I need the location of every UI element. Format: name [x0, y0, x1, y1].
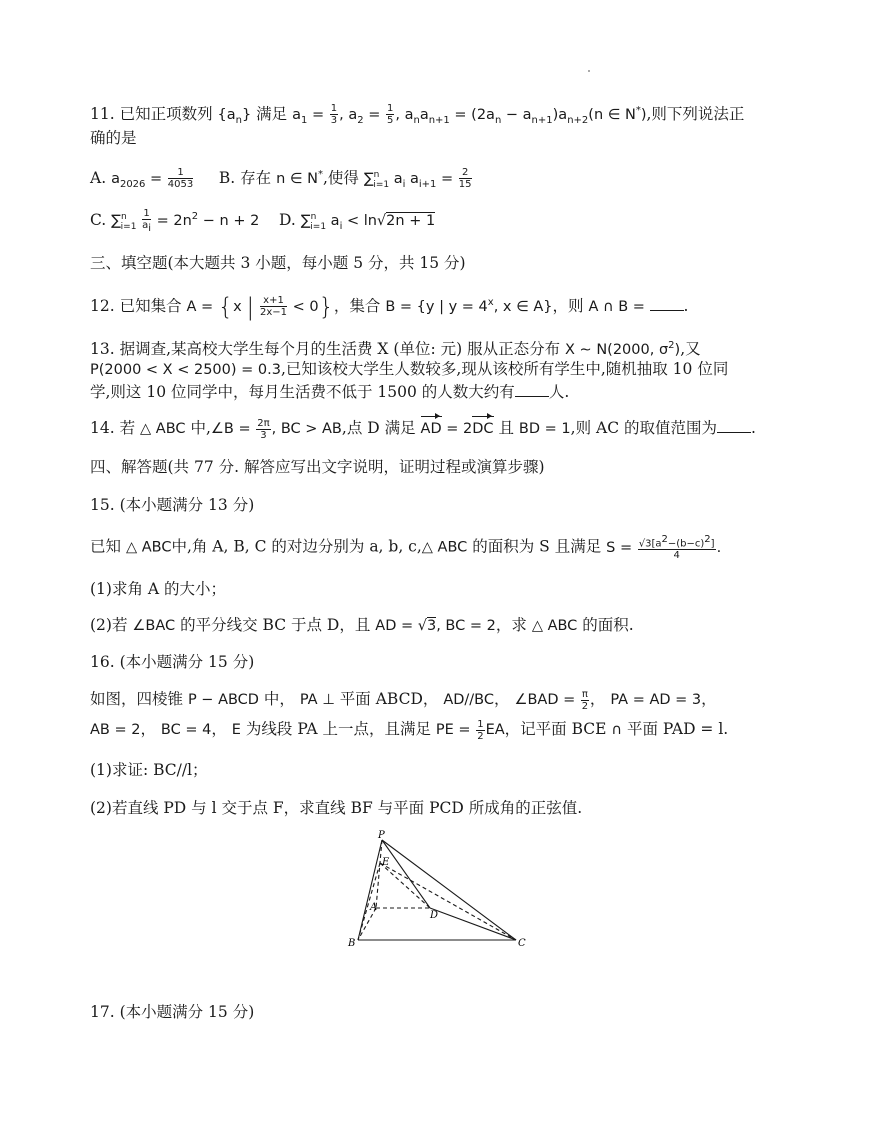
- q11-text: ,则下列说法正: [646, 104, 745, 123]
- q16-text: ，: [140, 720, 156, 738]
- q14-text: .: [750, 419, 756, 437]
- q14: 14. 若 △ ABC 中,∠B = $\frac{2\pi}{3}$ , BC > AB,点 D 满足 AD = 2DC 且 BD = 1,则 AC 的取值范围为 .: [90, 417, 756, 441]
- q11-text: ,使得: [322, 168, 359, 187]
- q11-text: 满足: [256, 104, 288, 123]
- q15-text: 的面积.: [582, 616, 634, 634]
- q13-text: ,已知该校大学生人数较多,现从该校所有学生中,随机抽取 10 位同: [280, 360, 729, 378]
- q16-text: ，: [494, 690, 510, 708]
- q13-line3: [90, 381, 569, 403]
- edge-PC: [382, 840, 516, 940]
- q12: 12. 已知集合 A = {x | $\frac{x+1}{2x-1}$ < 0}，集合 B = {y | $y = 4^x$, x ∈ A}，则 A ∩ B = .: [90, 292, 689, 321]
- q15-text: 中,角 A, B, C 的对边分别为 a, b, c,: [171, 537, 422, 556]
- edge-DC: [430, 908, 516, 940]
- label-C: C: [518, 938, 526, 949]
- section-4-heading: 四、解答题(共 77 分. 解答应写出文字说明，证明过程或演算步骤): [90, 458, 545, 476]
- q15-stem: 已知 △ ABC中,角 A, B, C 的对边分别为 a, b, c,△ ABC 的面积为 S 且满足 S = $\frac{√3[a^2-(b-c)^2]}{4}$ .: [90, 534, 722, 562]
- q15-part1: (1)求角 A 的大小；: [90, 580, 227, 598]
- q12-text: 12. 已知集合: [90, 296, 182, 315]
- edge-PD: [382, 840, 430, 908]
- q16-text: ，: [589, 690, 606, 708]
- q11-option-b: B. 存在: [218, 168, 272, 187]
- q11-line1: 11. 已知正项数列 $\{a_n\}$ 满足 $a_1$ = $\frac{1}{3}$ , $a_2$ = $\frac{1}{5}$ , $a_na_{n+1} = (2a_n - a_{n+1})a_{n+2}(n$ ∈ N*),则下列说法正: [90, 103, 745, 127]
- q15-text: ，求: [495, 616, 527, 634]
- scan-dot: [588, 70, 590, 72]
- q16-text: ，记平面 BCE: [504, 720, 607, 738]
- q13-text: ,又: [680, 339, 701, 358]
- q11-options-ab: A. $a_{2026}$ = $\frac{1}{4053}$ B. 存在 n ∈ N*,使得 ∑$^n_{i=1}$ $a_i$ $a_{i+1}$ = $\frac{2}{15}$: [90, 167, 472, 191]
- label-E: E: [382, 857, 390, 868]
- q16-text: 平面 PAD = l.: [626, 720, 729, 738]
- q16-line1: 如图，四棱锥 P − ABCD 中， PA ⊥ 平面 ABCD， AD//BC， ∠BAD = $\frac{\pi}{2}$ ， PA = AD = 3，: [90, 688, 717, 712]
- label-B: B: [348, 938, 356, 949]
- q11-option-d: D.: [279, 210, 296, 229]
- q15-text: 的面积为 S 且满足: [472, 537, 602, 556]
- q14-answer-blank: [717, 418, 751, 433]
- q13-line2: P(2000 < X < 2500) = 0.3,已知该校大学生人数较多,现从该校所有学生中,随机抽取 10 位同: [90, 360, 729, 378]
- q12-text: ，则: [552, 296, 584, 315]
- q16-text: 中，: [263, 690, 295, 708]
- q14-text: ,则 AC 的取值范围为: [570, 419, 717, 437]
- edge-EC: [380, 863, 516, 940]
- q14-text: 且: [498, 419, 514, 437]
- label-D: D: [430, 910, 439, 921]
- q16-part2: (2)若直线 PD 与 l 交于点 F，求直线 BF 与平面 PCD 所成角的正弦值.: [90, 799, 583, 817]
- q16-title: 16. (本小题满分 15 分): [90, 653, 255, 671]
- pyramid-figure: [340, 828, 540, 953]
- q12-answer-blank: [650, 296, 684, 311]
- q16-text: ，: [211, 720, 227, 738]
- q13-text: 13. 据调查,某高校大学生每个月的生活费 X (单位: 元) 服从正态分布: [90, 339, 561, 358]
- edge-PB: [358, 840, 382, 940]
- q16-part1: (1)求证: BC//l；: [90, 761, 208, 779]
- q15-text: 已知: [90, 537, 122, 556]
- q12-text: .: [683, 296, 689, 315]
- q16-text: 为线段 PA 上一点，且满足: [245, 720, 431, 738]
- q13-text: 学,则这 10 位同学中，每月生活费不低于 1500 的人数大约有: [90, 383, 515, 401]
- q12-text: ，集合: [333, 296, 381, 315]
- q11-text: 11. 已知正项数列: [90, 104, 213, 123]
- q13-text: 人.: [548, 383, 570, 401]
- q15-text: (2)若: [90, 616, 128, 634]
- q15-title: 15. (本小题满分 13 分): [90, 496, 255, 514]
- q13-line1: 13. 据调查,某高校大学生每个月的生活费 X (单位: 元) 服从正态分布 X ∼ N(2000, $\sigma^2$),又: [90, 339, 701, 358]
- q11-line2: 确的是: [90, 129, 137, 147]
- q11-options-cd: C. ∑$^n_{i=1}$ $\frac{1}{a_i}$ = $2n^2 - n + 2$ D. ∑$^n_{i=1}$ $a_i < \ln√2n + 1$: [90, 207, 436, 234]
- q14-text: ,点 D 满足: [341, 419, 416, 437]
- q14-text: 14. 若: [90, 419, 136, 437]
- section-3-heading: 三、填空题(本大题共 3 小题，每小题 5 分，共 15 分): [90, 254, 466, 272]
- q17-title: 17. (本小题满分 15 分): [90, 1003, 255, 1021]
- q16-line2: AB = 2， BC = 4， E 为线段 PA 上一点，且满足 PE = $\frac{1}{2}$ EA，记平面 BCE ∩ 平面 PAD = l.: [90, 718, 729, 742]
- label-A: A: [370, 902, 378, 913]
- q14-text: 中,: [190, 419, 211, 437]
- q15-part2: (2)若 ∠BAC 的平分线交 BC 于点 D，且 AD = √3, BC = 2，求 △ ABC 的面积.: [90, 616, 634, 634]
- q16-text: 平面 ABCD，: [339, 690, 439, 708]
- q11-option-a: A.: [90, 168, 107, 187]
- q13-answer-blank: [515, 382, 549, 397]
- label-P: P: [378, 830, 385, 841]
- q16-text: 如图，四棱锥: [90, 690, 184, 708]
- q15-text: 的平分线交 BC 于点 D，且: [180, 616, 371, 634]
- q11-option-c: C.: [90, 210, 107, 229]
